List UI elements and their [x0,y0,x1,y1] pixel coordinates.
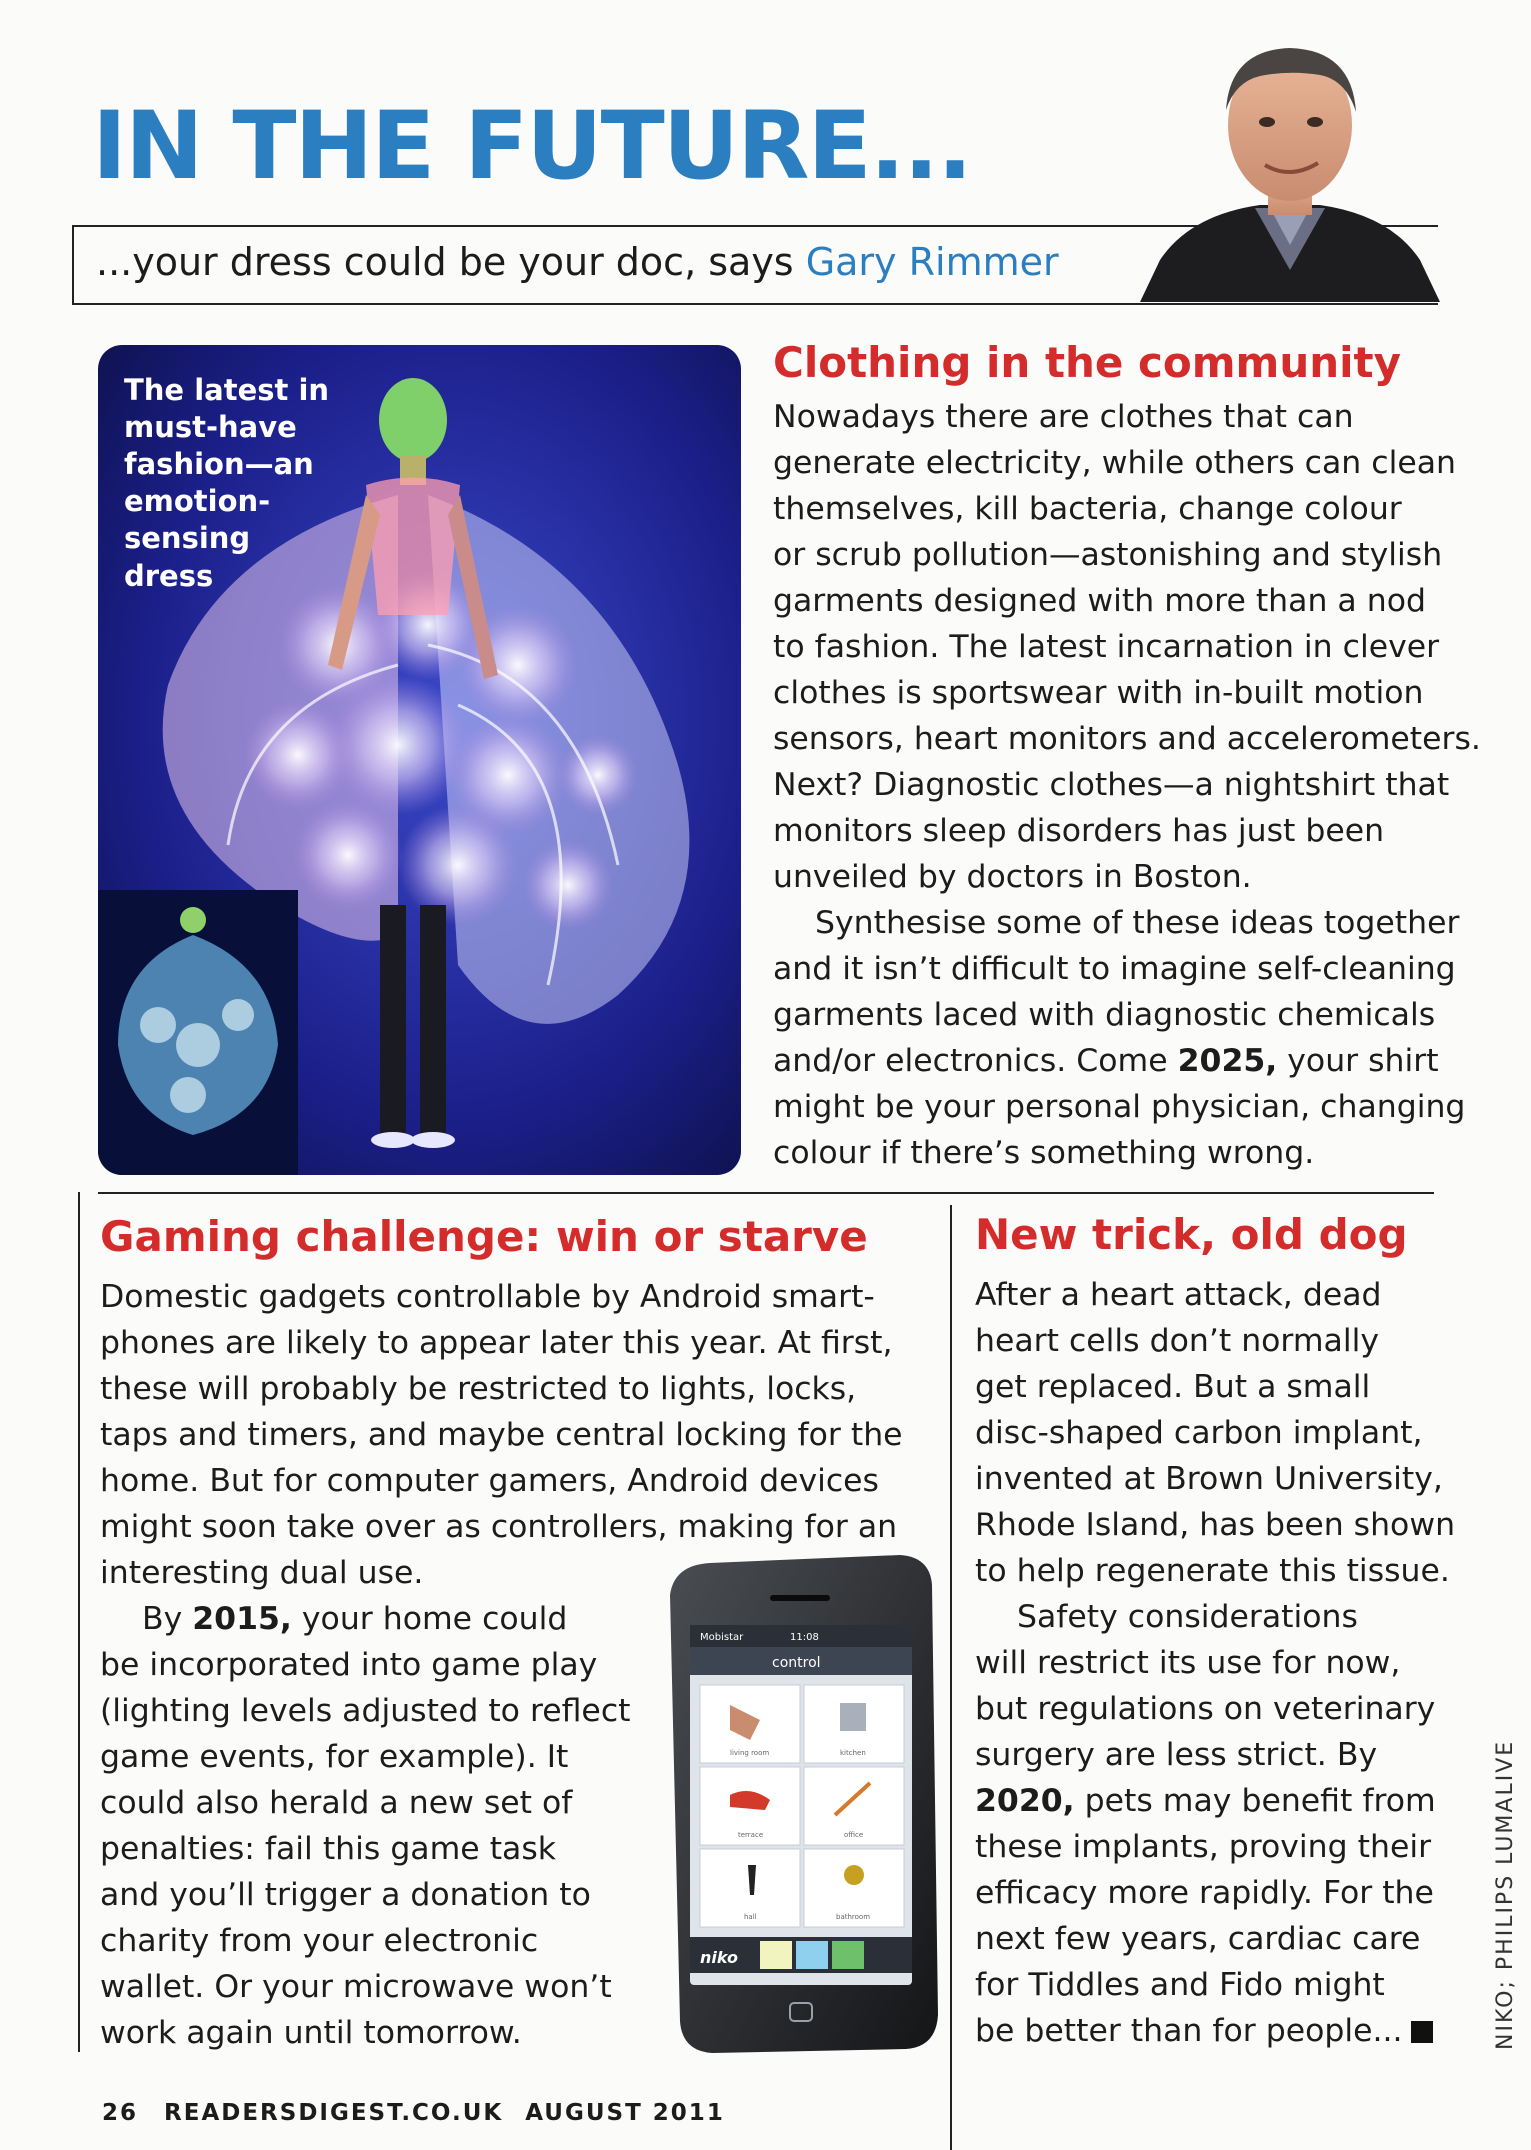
strapline [96,240,1059,286]
phone-tile-label: living room [730,1749,770,1757]
text-fragment: your home could [291,1601,568,1637]
text-fragment: your shirt [1277,1043,1439,1079]
text-line: and you’ll trigger a donation to [100,1877,591,1913]
page-footer [102,2100,747,2126]
end-mark-icon [1411,2021,1433,2043]
dress-caption [124,372,344,595]
phone-brand-logo: niko [700,1948,738,1967]
text-line: might soon take over as controllers, making for an [100,1509,898,1545]
caption-line: emotion- [124,484,271,519]
text-line: unveiled by doctors in Boston. [773,859,1252,895]
text-line: might be your personal physician, changing [773,1089,1466,1125]
trick-body [975,1272,1456,2054]
text-line: get replaced. But a small [975,1369,1371,1405]
text-line [773,1038,1439,1084]
text-line: garments laced with diagnostic chemicals [773,997,1436,1033]
author-name: Gary Rimmer [805,240,1059,284]
phone-tile-label: terrace [738,1831,764,1839]
caption-line: The latest in [124,373,330,407]
text-line: colour if there’s something wrong. [773,1135,1315,1171]
text-fragment: pets may benefit from [1074,1783,1436,1819]
text-line: Next? Diagnostic clothes—a nightshirt that [773,767,1450,803]
text-line: but regulations on veterinary [975,1691,1436,1727]
phone-time: 11:08 [790,1632,819,1643]
text-line: garments designed with more than a nod [773,583,1426,619]
strap-rule-bottom [72,303,1438,305]
caption-line: fashion—an [124,447,314,482]
text-line: game events, for example). It [100,1739,569,1775]
strap-rule-left [72,225,74,305]
text-line: will restrict its use for now, [975,1645,1401,1681]
text-line: interesting dual use. [100,1555,424,1591]
text-fragment: be better than for people... [975,2013,1403,2049]
text-line: to help regenerate this tissue. [975,1553,1450,1589]
text-line: themselves, kill bacteria, change colour [773,491,1402,527]
phone-tile-label: office [844,1831,864,1839]
text-line: Rhode Island, has been shown [975,1507,1456,1543]
clothing-paragraph-1 [773,394,1481,900]
section-divider [98,1192,1434,1194]
year-highlight: 2015, [192,1601,292,1637]
text-line: to fashion. The latest incarnation in clever [773,629,1440,665]
text-line: could also herald a new set of [100,1785,573,1821]
text-line: efficacy more rapidly. For the [975,1875,1434,1911]
text-fragment: By [142,1601,193,1637]
year-highlight: 2020, [975,1783,1075,1819]
text-line: clothes is sportswear with in-built motion [773,675,1424,711]
text-line: taps and timers, and maybe central locking for the [100,1417,903,1453]
text-line: or scrub pollution—astonishing and stylish [773,537,1443,573]
text-line: monitors sleep disorders has just been [773,813,1385,849]
clothing-heading: Clothing in the community [773,338,1401,387]
text-line: Synthesise some of these ideas together [815,905,1460,941]
text-line: invented at Brown University, [975,1461,1443,1497]
text-line: disc-shaped carbon implant, [975,1415,1423,1451]
strapline-text: ...your dress could be your doc, says [96,240,806,284]
text-line: Domestic gadgets controllable by Android smart- [100,1279,875,1315]
caption-line: sensing [124,521,251,556]
trick-paragraph-2 [975,1594,1435,2054]
left-column-rule [78,1192,80,2052]
text-line: next few years, cardiac care [975,1921,1421,1957]
phone-tile-label: hall [744,1913,757,1921]
phone-tile-label: bathroom [836,1913,871,1921]
phone-tile-label: kitchen [840,1749,866,1757]
text-line: home. But for computer gamers, Android devices [100,1463,879,1499]
phone-screen-title: control [772,1655,821,1671]
page-title: IN THE FUTURE... [92,92,971,201]
text-line: for Tiddles and Fido might [975,1967,1385,2003]
column-divider [950,1205,952,2150]
text-line [975,1778,1435,1824]
text-line: (lighting levels adjusted to reflect [100,1693,631,1729]
text-line: penalties: fail this game task [100,1831,556,1867]
trick-heading: New trick, old dog [975,1210,1408,1259]
text-line: surgery are less strict. By [975,1737,1378,1773]
year-highlight: 2025, [1177,1043,1278,1079]
trick-paragraph-1 [975,1272,1456,1594]
text-line: After a heart attack, dead [975,1277,1382,1313]
phone-carrier: Mobistar [700,1632,744,1643]
text-fragment: and/or electronics. Come [773,1043,1178,1079]
page-number: 26 [102,2100,139,2126]
text-line [975,2008,1435,2054]
photo-credit: NIKO; PHILIPS LUMALIVE [1493,1739,1518,2050]
text-line: work again until tomorrow. [100,2015,522,2051]
caption-line: must-have [124,410,297,445]
text-line: and it isn’t difficult to imagine self-cleaning [773,951,1456,987]
author-photo [1120,30,1440,302]
text-line: Nowadays there are clothes that can [773,399,1354,435]
text-line: these implants, proving their [975,1829,1432,1865]
caption-line: dress [124,558,214,593]
text-line: heart cells don’t normally [975,1323,1379,1359]
footer-issue: AUGUST 2011 [525,2100,725,2126]
text-line: these will probably be restricted to lights, locks, [100,1371,857,1407]
text-line: phones are likely to appear later this year. At first, [100,1325,893,1361]
phone-image [660,1555,940,2055]
clothing-body [773,394,1481,1176]
text-line: sensors, heart monitors and accelerometers. [773,721,1481,757]
text-line: Safety considerations [1017,1599,1358,1635]
text-line: generate electricity, while others can clean [773,445,1456,481]
clothing-paragraph-2 [773,900,1466,1176]
footer-site: READERSDIGEST.CO.UK [164,2100,504,2126]
gaming-paragraph-1 [100,1274,920,1596]
text-line: charity from your electronic [100,1923,539,1959]
text-line: wallet. Or your microwave won’t [100,1969,612,2005]
text-line: be incorporated into game play [100,1647,598,1683]
gaming-heading: Gaming challenge: win or starve [100,1212,868,1261]
